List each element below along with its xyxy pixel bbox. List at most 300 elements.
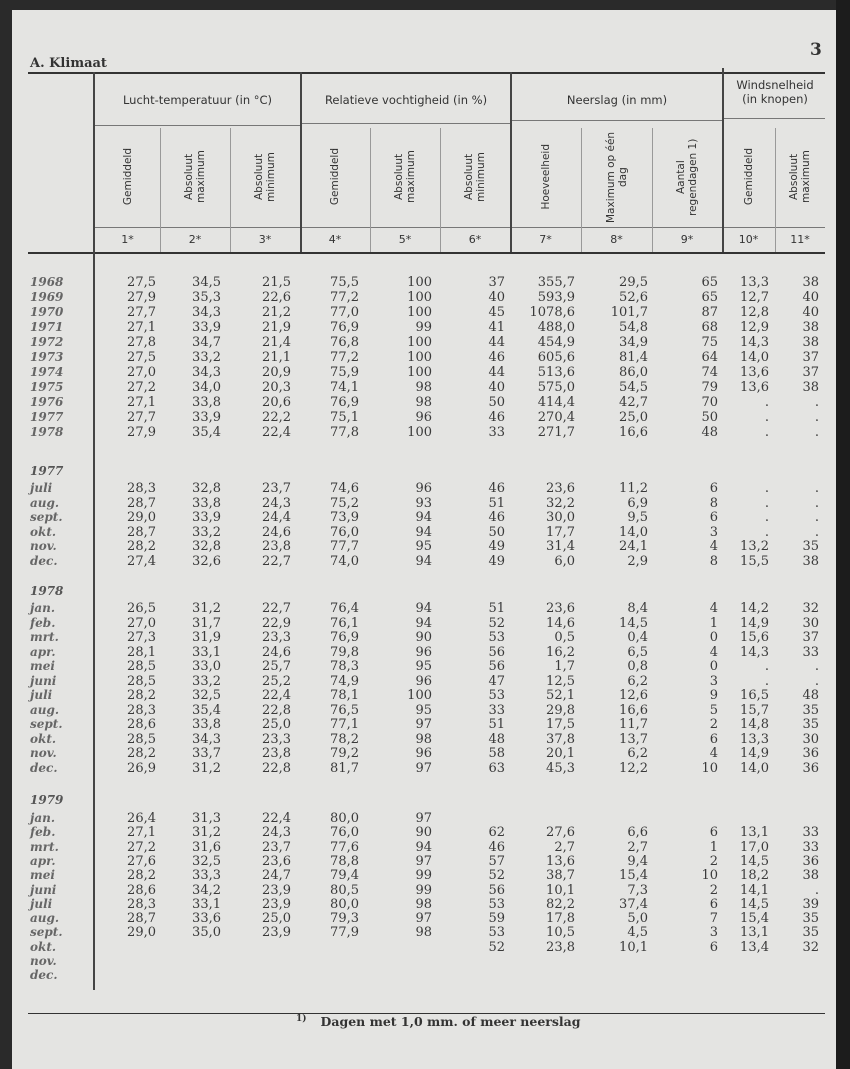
table-cell: 33 (802, 644, 819, 660)
table-cell: 20,3 (262, 380, 291, 395)
table-cell: 37 (802, 365, 819, 380)
table-cell: 25,0 (262, 717, 291, 732)
table-cell: 8 (709, 554, 718, 569)
table-cell: 32,5 (192, 853, 221, 869)
table-cell: 79 (701, 380, 718, 395)
table-cell: 28,7 (127, 911, 156, 927)
row-label: 1972 (30, 335, 64, 349)
table-cell: 70 (701, 395, 718, 410)
table-cell: 32 (802, 601, 819, 616)
table-cell: 31,2 (192, 601, 221, 616)
table-cell: 37 (802, 350, 819, 365)
table-cell: 75,9 (330, 365, 359, 380)
group-rule (722, 118, 825, 119)
table-cell: 38,7 (546, 868, 575, 884)
column-header (370, 128, 440, 226)
table-cell: 50 (701, 410, 718, 425)
table-cell: 94 (415, 615, 432, 631)
table-cell: 50 (488, 524, 505, 540)
table-cell: 2,9 (627, 554, 648, 569)
table-cell: 54,5 (619, 380, 648, 395)
table-cell: 4,5 (627, 925, 648, 941)
table-cell: 68 (701, 320, 718, 335)
table-cell: 33,8 (192, 495, 221, 511)
table-cell: 100 (407, 350, 432, 365)
table-cell: 94 (415, 839, 432, 855)
table-cell: 51 (488, 717, 505, 732)
table-cell: 52 (488, 939, 505, 955)
row-label: dec. (30, 554, 58, 568)
table-cell: 31,2 (192, 825, 221, 841)
table-cell: 77,2 (330, 290, 359, 305)
table-cell: 49 (488, 554, 505, 569)
table-cell: 28,2 (127, 539, 156, 555)
table-cell: 10 (701, 868, 718, 884)
column-number: 11* (790, 233, 810, 246)
table-cell: 27,1 (127, 395, 156, 410)
table-cell: 58 (488, 746, 505, 761)
table-cell: 2 (709, 853, 718, 869)
table-cell: 78,2 (330, 731, 359, 747)
table-cell: 14,6 (546, 615, 575, 631)
column-header-label: Maximum op één dag (604, 131, 629, 223)
row-label: dec. (30, 968, 58, 983)
table-cell: 81,4 (619, 350, 648, 365)
table-cell: 20,1 (546, 746, 575, 761)
table-cell: 13,4 (740, 939, 769, 955)
table-cell: 76,9 (330, 630, 359, 645)
row-label: jan. (30, 811, 56, 825)
table-cell: 27,3 (127, 630, 156, 645)
row-label: okt. (30, 939, 57, 954)
table-cell: 1078,6 (529, 305, 575, 320)
table-cell: 28,3 (127, 896, 156, 912)
table-cell: 77,8 (330, 425, 359, 440)
table-cell: 23,9 (262, 925, 291, 941)
table-cell: 28,1 (127, 644, 156, 660)
table-cell: 16,5 (740, 688, 769, 703)
row-label: aug. (30, 495, 60, 510)
table-cell: 6 (709, 939, 718, 955)
table-cell: 10,5 (546, 925, 575, 941)
table-cell: . (814, 395, 819, 410)
table-cell: 15,4 (740, 911, 769, 927)
table-cell: 21,1 (262, 350, 291, 365)
column-header (722, 128, 775, 226)
table-cell: 24,6 (262, 644, 291, 660)
table-cell: 80,0 (330, 896, 359, 912)
table-cell: 26,4 (127, 811, 156, 826)
table-cell: 46 (488, 481, 505, 496)
table-cell: 25,0 (262, 911, 291, 927)
table-cell: 57 (488, 853, 505, 869)
table-cell: . (814, 481, 819, 496)
row-label: juli (30, 688, 53, 702)
table-cell: 23,6 (546, 481, 575, 496)
table-cell: 93 (415, 495, 432, 511)
column-header-label: Gemiddeld (742, 148, 755, 206)
section-year-heading: 1978 (30, 584, 64, 598)
table-cell: 99 (415, 868, 432, 884)
table-cell: 28,5 (127, 659, 156, 674)
table-cell: 35 (802, 539, 819, 555)
table-cell: 41 (488, 320, 505, 335)
table-cell: 28,3 (127, 481, 156, 496)
row-label: juli (30, 896, 53, 911)
page-number: 3 (810, 40, 822, 60)
table-cell: 1,7 (554, 659, 575, 674)
table-cell: 79,8 (330, 644, 359, 660)
table-cell: 29,5 (619, 275, 648, 290)
row-label: 1971 (30, 320, 64, 334)
table-cell: 100 (407, 365, 432, 380)
table-cell: 31,4 (546, 539, 575, 555)
section-year-heading: 1979 (30, 793, 64, 807)
table-cell: 7,3 (627, 882, 648, 898)
table-cell: 23,8 (262, 746, 291, 761)
table-cell: 6,0 (554, 554, 575, 569)
table-cell: 27,0 (127, 615, 156, 631)
table-cell: 36 (802, 853, 819, 869)
table-cell: . (764, 673, 769, 689)
table-cell: 513,6 (537, 365, 575, 380)
table-cell: 12,5 (546, 673, 575, 689)
row-label: sept. (30, 925, 63, 940)
table-cell: 25,2 (262, 673, 291, 689)
table-cell: 0,5 (554, 630, 575, 645)
table-cell: 40 (488, 290, 505, 305)
table-cell: 32 (802, 939, 819, 955)
table-cell: . (814, 673, 819, 689)
row-label: 1977 (30, 410, 64, 424)
column-header (95, 128, 160, 226)
table-cell: 28,6 (127, 717, 156, 732)
table-cell: 76,8 (330, 335, 359, 350)
table-cell: 28,2 (127, 688, 156, 703)
table-cell: 14,5 (619, 615, 648, 631)
table-cell: 27,9 (127, 290, 156, 305)
table-cell: 97 (415, 853, 432, 869)
table-cell: 0,8 (627, 659, 648, 674)
table-cell: 35 (802, 911, 819, 927)
table-cell: 34,3 (192, 731, 221, 747)
table-cell: 14,9 (740, 746, 769, 761)
column-header-label: Absoluut minimum (463, 152, 487, 202)
table-cell: 35,4 (192, 702, 221, 718)
row-label: sept. (30, 510, 63, 525)
table-cell: 53 (488, 630, 505, 645)
table-cell: 16,6 (619, 702, 648, 718)
table-cell: 1 (709, 839, 718, 855)
table-cell: 575,0 (537, 380, 575, 395)
row-label: juni (30, 673, 57, 688)
table-cell: 27,6 (546, 825, 575, 841)
table-cell: 13,6 (740, 365, 769, 380)
table-cell: 77,0 (330, 305, 359, 320)
table-cell: 65 (701, 275, 718, 290)
table-cell: 31,2 (192, 760, 221, 776)
table-cell: 23,8 (546, 939, 575, 955)
table-cell: 76,9 (330, 320, 359, 335)
column-number: 8* (610, 233, 623, 246)
table-cell: 35,0 (192, 925, 221, 941)
table-cell: 77,2 (330, 350, 359, 365)
table-cell: 13,7 (619, 731, 648, 747)
table-cell: 27,6 (127, 853, 156, 869)
table-cell: 13,1 (740, 825, 769, 841)
table-cell: 454,9 (537, 335, 575, 350)
table-cell: 30 (802, 731, 819, 747)
table-cell: 22,9 (262, 615, 291, 631)
table-cell: 52,1 (546, 688, 575, 703)
table-cell: 29,0 (127, 510, 156, 526)
table-cell: . (764, 410, 769, 425)
table-cell: 40 (488, 380, 505, 395)
table-cell: 95 (415, 659, 432, 674)
column-header (510, 128, 581, 226)
table-cell: 52 (488, 615, 505, 631)
table-cell: 14,1 (740, 882, 769, 898)
row-label: apr. (30, 853, 56, 868)
table-cell: 75 (701, 335, 718, 350)
table-cell: 4 (709, 539, 718, 555)
column-header (300, 128, 370, 226)
table-cell: 38 (802, 868, 819, 884)
table-cell: 27,8 (127, 335, 156, 350)
table-cell: 6,6 (627, 825, 648, 841)
table-cell: . (764, 425, 769, 440)
table-cell: 23,6 (546, 601, 575, 616)
table-cell: 77,7 (330, 539, 359, 555)
column-header (581, 128, 652, 226)
table-cell: 94 (415, 510, 432, 526)
table-cell: 38 (802, 275, 819, 290)
table-cell: 32,5 (192, 688, 221, 703)
table-cell: 24,3 (262, 825, 291, 841)
group-wind-speed: Windsnelheid (in knopen) (736, 78, 814, 106)
table-cell: 6,5 (627, 644, 648, 660)
table-cell: 33,3 (192, 868, 221, 884)
table-cell: 11,2 (619, 481, 648, 496)
table-cell: . (814, 659, 819, 674)
table-cell: 7 (709, 911, 718, 927)
table-cell: 94 (415, 554, 432, 569)
table-cell: 14,0 (740, 760, 769, 776)
table-cell: . (764, 510, 769, 526)
table-cell: 4 (709, 644, 718, 660)
group-relative-humidity: Relatieve vochtigheid (in %) (324, 93, 488, 107)
table-cell: 15,7 (740, 702, 769, 718)
header-bottom-rule (28, 252, 825, 254)
column-header-label: Gemiddeld (329, 148, 341, 206)
table-cell: 27,9 (127, 425, 156, 440)
table-cell: 12,8 (740, 305, 769, 320)
table-cell: 33,2 (192, 350, 221, 365)
table-cell: 24,4 (262, 510, 291, 526)
table-cell: 48 (802, 688, 819, 703)
table-cell: 33 (802, 825, 819, 841)
row-label: nov. (30, 539, 57, 554)
table-cell: 22,7 (262, 554, 291, 569)
table-cell: 28,7 (127, 495, 156, 511)
table-cell: 33,9 (192, 320, 221, 335)
table-cell: 27,7 (127, 305, 156, 320)
column-number: 5* (398, 233, 412, 246)
table-cell: 75,2 (330, 495, 359, 511)
table-cell: 31,9 (192, 630, 221, 645)
table-cell: 23,9 (262, 896, 291, 912)
table-cell: 37,4 (619, 896, 648, 912)
table-cell: 28,2 (127, 746, 156, 761)
table-cell: . (814, 524, 819, 540)
table-cell: 14,3 (740, 644, 769, 660)
table-cell: 3 (709, 673, 718, 689)
table-cell: 23,7 (262, 839, 291, 855)
table-cell: 14,9 (740, 615, 769, 631)
table-cell: 14,5 (740, 896, 769, 912)
row-label: okt. (30, 731, 57, 746)
table-cell: 97 (415, 811, 432, 826)
table-cell: 33,6 (192, 911, 221, 927)
table-cell: 100 (407, 290, 432, 305)
table-cell: 33,8 (192, 717, 221, 732)
table-cell: 56 (488, 659, 505, 674)
table-top-rule (28, 72, 825, 74)
table-cell: 22,4 (262, 688, 291, 703)
table-cell: 20,9 (262, 365, 291, 380)
row-label: 1975 (30, 380, 64, 394)
table-cell: 53 (488, 896, 505, 912)
page-edge (836, 0, 850, 1069)
table-cell: 46 (488, 410, 505, 425)
table-cell: 76,4 (330, 601, 359, 616)
table-cell: 10 (701, 760, 718, 776)
number-row-rule (93, 227, 825, 228)
table-cell: 32,2 (546, 495, 575, 511)
row-label: juli (30, 481, 53, 495)
table-cell: 34,7 (192, 335, 221, 350)
table-cell: 44 (488, 365, 505, 380)
column-number: 3* (258, 233, 272, 246)
table-cell: 33,0 (192, 659, 221, 674)
table-cell: 38 (802, 554, 819, 569)
table-cell: 76,0 (330, 825, 359, 841)
table-cell: 49 (488, 539, 505, 555)
row-label: 1969 (30, 290, 64, 304)
table-cell: . (764, 524, 769, 540)
table-cell: 86,0 (619, 365, 648, 380)
table-cell: 74,1 (330, 380, 359, 395)
table-cell: 16,2 (546, 644, 575, 660)
table-cell: 21,5 (262, 275, 291, 290)
column-header-label: Absoluut maximum (183, 150, 207, 204)
table-cell: 26,9 (127, 760, 156, 776)
table-cell: 40 (802, 305, 819, 320)
column-header-label: Gemiddeld (121, 148, 134, 206)
table-cell: 40 (802, 290, 819, 305)
table-cell: 23,7 (262, 481, 291, 496)
table-cell: 77,9 (330, 925, 359, 941)
table-cell: 27,4 (127, 554, 156, 569)
table-cell: 15,6 (740, 630, 769, 645)
table-cell: . (764, 659, 769, 674)
column-header (230, 128, 300, 226)
table-cell: 17,0 (740, 839, 769, 855)
table-cell: 53 (488, 688, 505, 703)
group-air-temperature: Lucht-temperatuur (in °C) (122, 93, 273, 107)
table-cell: 74,0 (330, 554, 359, 569)
table-cell: 33,9 (192, 410, 221, 425)
table-cell: 79,3 (330, 911, 359, 927)
table-cell: 22,8 (262, 702, 291, 718)
table-cell: . (814, 425, 819, 440)
row-label: sept. (30, 717, 63, 731)
table-cell: 95 (415, 702, 432, 718)
table-cell: 77,6 (330, 839, 359, 855)
table-cell: 37 (802, 630, 819, 645)
footnote (296, 1014, 581, 1029)
table-cell: 13,3 (740, 275, 769, 290)
table-cell: 79,4 (330, 868, 359, 884)
column-header-label: Absoluut maximum (788, 150, 812, 204)
table-cell: 100 (407, 688, 432, 703)
row-label: 1978 (30, 425, 64, 439)
table-cell: 96 (415, 644, 432, 660)
table-cell: 47 (488, 673, 505, 689)
table-cell: 28,2 (127, 868, 156, 884)
table-cell: 593,9 (537, 290, 575, 305)
table-cell: 42,7 (619, 395, 648, 410)
table-cell: 100 (407, 305, 432, 320)
table-cell: 38 (802, 320, 819, 335)
table-cell: 99 (415, 320, 432, 335)
table-cell: 10,1 (619, 939, 648, 955)
table-cell: 75,5 (330, 275, 359, 290)
table-cell: 21,2 (262, 305, 291, 320)
table-cell: 22,6 (262, 290, 291, 305)
table-cell: 24,1 (619, 539, 648, 555)
section-year-heading: 1977 (30, 464, 64, 478)
table-cell: 101,7 (610, 305, 648, 320)
table-cell: . (814, 510, 819, 526)
table-cell: 33,9 (192, 510, 221, 526)
table-cell: 4 (709, 601, 718, 616)
row-label: mei (30, 659, 55, 673)
row-label: feb. (30, 615, 56, 630)
table-cell: 74,9 (330, 673, 359, 689)
table-cell: 33,1 (192, 896, 221, 912)
table-cell: 78,8 (330, 853, 359, 869)
table-cell: 38 (802, 335, 819, 350)
table-cell: 2 (709, 882, 718, 898)
table-cell: 34,3 (192, 365, 221, 380)
table-cell: 29,8 (546, 702, 575, 718)
table-cell: 77,1 (330, 717, 359, 732)
table-cell: 0 (709, 659, 718, 674)
table-cell: 80,5 (330, 882, 359, 898)
table-cell: 11,7 (619, 717, 648, 732)
table-cell: 33 (488, 425, 505, 440)
table-cell: 33,7 (192, 746, 221, 761)
table-cell: 12,9 (740, 320, 769, 335)
column-header-label: Aantal regendagen 1) (675, 138, 699, 216)
table-cell: 98 (415, 925, 432, 941)
table-cell: 100 (407, 275, 432, 290)
table-cell: . (764, 395, 769, 410)
table-cell: 8,4 (627, 601, 648, 616)
table-cell: 96 (415, 410, 432, 425)
table-cell: 14,0 (619, 524, 648, 540)
